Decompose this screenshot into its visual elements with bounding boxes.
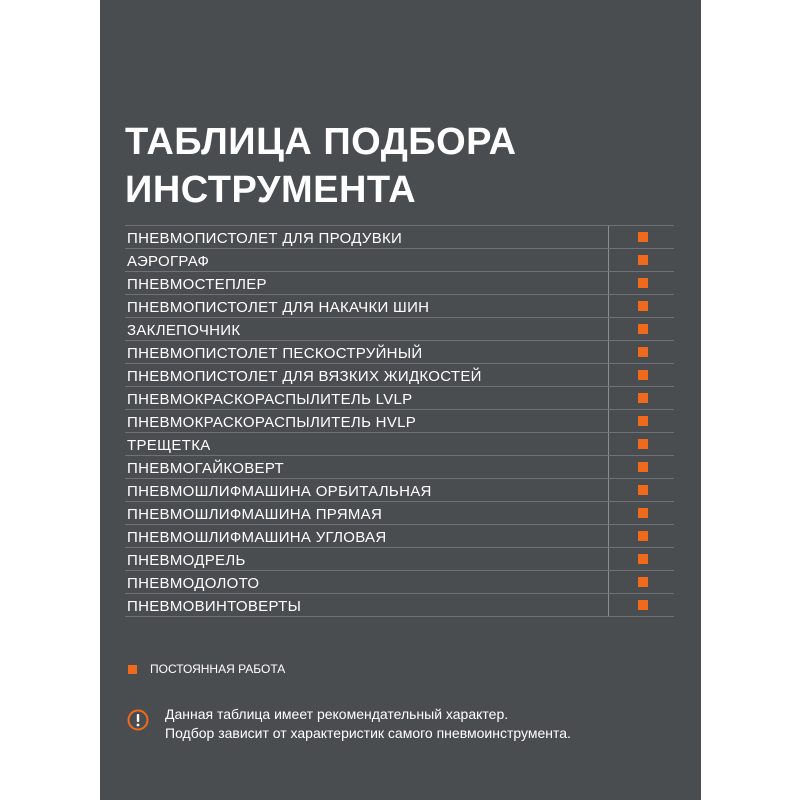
orange-square-icon (638, 600, 648, 610)
table-row (125, 272, 674, 295)
tool-name: ПНЕВМОПИСТОЛЕТ ПЕСКОСТРУЙНЫЙ (127, 345, 423, 362)
title-line-2: ИНСТРУМЕНТА (125, 169, 417, 211)
orange-square-icon (638, 370, 648, 380)
disclaimer-line-1: Данная таблица имеет рекомендательный характер. (165, 706, 509, 722)
tool-selection-table (125, 225, 674, 617)
table-row (125, 594, 674, 617)
tool-name: АЭРОГРАФ (127, 253, 210, 270)
table-row (125, 387, 674, 410)
column-divider (608, 387, 609, 409)
table-row (125, 433, 674, 456)
column-divider (608, 456, 609, 478)
column-divider (608, 341, 609, 363)
orange-square-icon (638, 531, 648, 541)
table-row (125, 226, 674, 249)
column-divider (608, 249, 609, 271)
orange-square-icon (638, 416, 648, 426)
column-divider (608, 318, 609, 340)
tool-name: ПНЕВМОВИНТОВЕРТЫ (127, 598, 302, 615)
orange-square-icon (638, 301, 648, 311)
orange-square-icon (638, 485, 648, 495)
table-row (125, 295, 674, 318)
tool-name: ТРЕЩЕТКА (127, 437, 211, 454)
table-row (125, 502, 674, 525)
tool-name: ПНЕВМОДОЛОТО (127, 575, 260, 592)
page-title (125, 118, 517, 214)
table-row (125, 364, 674, 387)
orange-square-icon (638, 508, 648, 518)
column-divider (608, 594, 609, 616)
orange-square-icon (638, 232, 648, 242)
orange-square-icon (638, 462, 648, 472)
column-divider (608, 410, 609, 432)
column-divider (608, 571, 609, 593)
tool-name: ПНЕВМОШЛИФМАШИНА УГЛОВАЯ (127, 529, 387, 546)
orange-square-icon (638, 324, 648, 334)
tool-name: ПНЕВМОКРАСКОРАСПЫЛИТЕЛЬ HVLP (127, 414, 417, 431)
column-divider (608, 479, 609, 501)
exclamation-circle-icon (127, 709, 149, 731)
column-divider (608, 433, 609, 455)
orange-square-icon (638, 577, 648, 587)
column-divider (608, 502, 609, 524)
table-row (125, 341, 674, 364)
tool-name: ПНЕВМОГАЙКОВЕРТ (127, 460, 284, 477)
column-divider (608, 548, 609, 570)
table-row (125, 249, 674, 272)
title-line-1: ТАБЛИЦА ПОДБОРА (125, 121, 517, 163)
column-divider (608, 364, 609, 386)
column-divider (608, 226, 609, 248)
tool-name: ПНЕВМОПИСТОЛЕТ ДЛЯ ПРОДУВКИ (127, 230, 403, 247)
tool-name: ПНЕВМОШЛИФМАШИНА ОРБИТАЛЬНАЯ (127, 483, 432, 500)
orange-square-icon (638, 255, 648, 265)
table-row (125, 525, 674, 548)
orange-square-icon (638, 439, 648, 449)
tool-name: ПНЕВМОШЛИФМАШИНА ПРЯМАЯ (127, 506, 383, 523)
column-divider (608, 525, 609, 547)
table-row (125, 318, 674, 341)
table-row (125, 410, 674, 433)
tool-name: ПНЕВМОСТЕПЛЕР (127, 276, 267, 293)
column-divider (608, 272, 609, 294)
table-row (125, 548, 674, 571)
disclaimer-note (165, 705, 571, 743)
table-row (125, 571, 674, 594)
tool-name: ЗАКЛЕПОЧНИК (127, 322, 241, 339)
table-row (125, 456, 674, 479)
column-divider (608, 295, 609, 317)
tool-name: ПНЕВМОПИСТОЛЕТ ДЛЯ НАКАЧКИ ШИН (127, 299, 430, 316)
tool-name: ПНЕВМОПИСТОЛЕТ ДЛЯ ВЯЗКИХ ЖИДКОСТЕЙ (127, 368, 482, 385)
orange-square-icon (638, 554, 648, 564)
legend-label: ПОСТОЯННАЯ РАБОТА (150, 662, 286, 676)
tool-name: ПНЕВМОКРАСКОРАСПЫЛИТЕЛЬ LVLP (127, 391, 413, 408)
disclaimer-line-2: Подбор зависит от характеристик самого пневмоинструмента. (165, 725, 571, 741)
orange-square-icon (638, 278, 648, 288)
orange-square-icon (638, 347, 648, 357)
orange-square-icon (638, 393, 648, 403)
tool-name: ПНЕВМОДРЕЛЬ (127, 552, 246, 569)
orange-square-icon (128, 665, 137, 674)
table-row (125, 479, 674, 502)
